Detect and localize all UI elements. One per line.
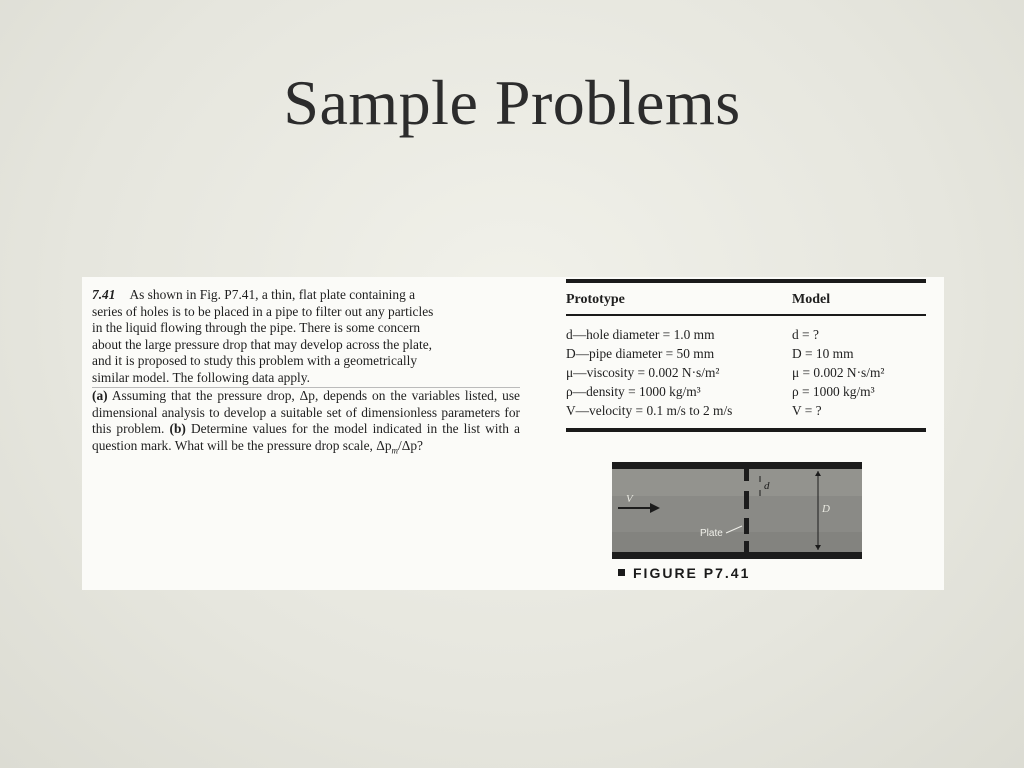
diameter-label: D [822, 503, 830, 515]
hole-label: d [764, 480, 770, 492]
velocity-label: V [626, 493, 633, 505]
part-b-tail: /Δp? [398, 437, 424, 453]
problem-line: 7.41 As shown in Fig. P7.41, a thin, flat plate containing a [92, 287, 416, 302]
header-model: Model [792, 292, 831, 307]
part-a-text: Assuming that the pressure drop, Δp, depends on the variables listed, use dimensional analysis to develop a suitable set of dimensionless parameters for this problem. [92, 388, 520, 436]
scanned-problem-image [82, 277, 944, 590]
model-cell: V = ? [792, 403, 822, 418]
pipe-figure [612, 462, 862, 562]
prototype-cell: μ—viscosity = 0.002 N·s/m² [566, 365, 720, 380]
model-cell: μ = 0.002 N·s/m² [792, 365, 885, 380]
figure-caption: FIGURE P7.41 [618, 565, 750, 581]
header-prototype: Prototype [566, 292, 625, 307]
problem-line: about the large pressure drop that may develop across the plate, [92, 336, 432, 352]
part-b-sub: m [391, 445, 399, 456]
table-header-rule [566, 314, 926, 316]
slide-title: Sample Problems [283, 67, 741, 138]
pipe-top-wall [612, 462, 862, 469]
model-cell: d = ? [792, 327, 819, 342]
model-cell: D = 10 mm [792, 346, 854, 361]
prototype-cell: ρ—density = 1000 kg/m³ [566, 384, 701, 399]
pipe-bottom-wall [612, 552, 862, 559]
problem-line: similar model. The following data apply. [92, 369, 310, 385]
part-b-text: Determine values for the model indicated in the list with a question mark. What will be the pressure drop scale, Δp [92, 421, 520, 453]
problem-line: and it is proposed to study this problem with a geometrically [92, 353, 418, 368]
part-a-label: (a) [92, 388, 108, 403]
table-top-rule [566, 279, 926, 283]
part-b-label: (b) [169, 421, 186, 436]
prototype-cell: d—hole diameter = 1.0 mm [566, 327, 715, 342]
plate-label: Plate [700, 528, 723, 539]
problem-number: 7.41 [92, 287, 116, 302]
problem-line: in the liquid flowing through the pipe. There is some concern [92, 320, 421, 335]
prototype-cell: D—pipe diameter = 50 mm [566, 346, 715, 361]
model-cell: ρ = 1000 kg/m³ [792, 384, 875, 399]
prototype-cell: V—velocity = 0.1 m/s to 2 m/s [566, 403, 733, 418]
table-bottom-rule [566, 428, 926, 432]
problem-parts [92, 387, 520, 459]
problem-text [92, 287, 520, 459]
problem-line: series of holes is to be placed in a pipe to filter out any particles [92, 303, 434, 319]
